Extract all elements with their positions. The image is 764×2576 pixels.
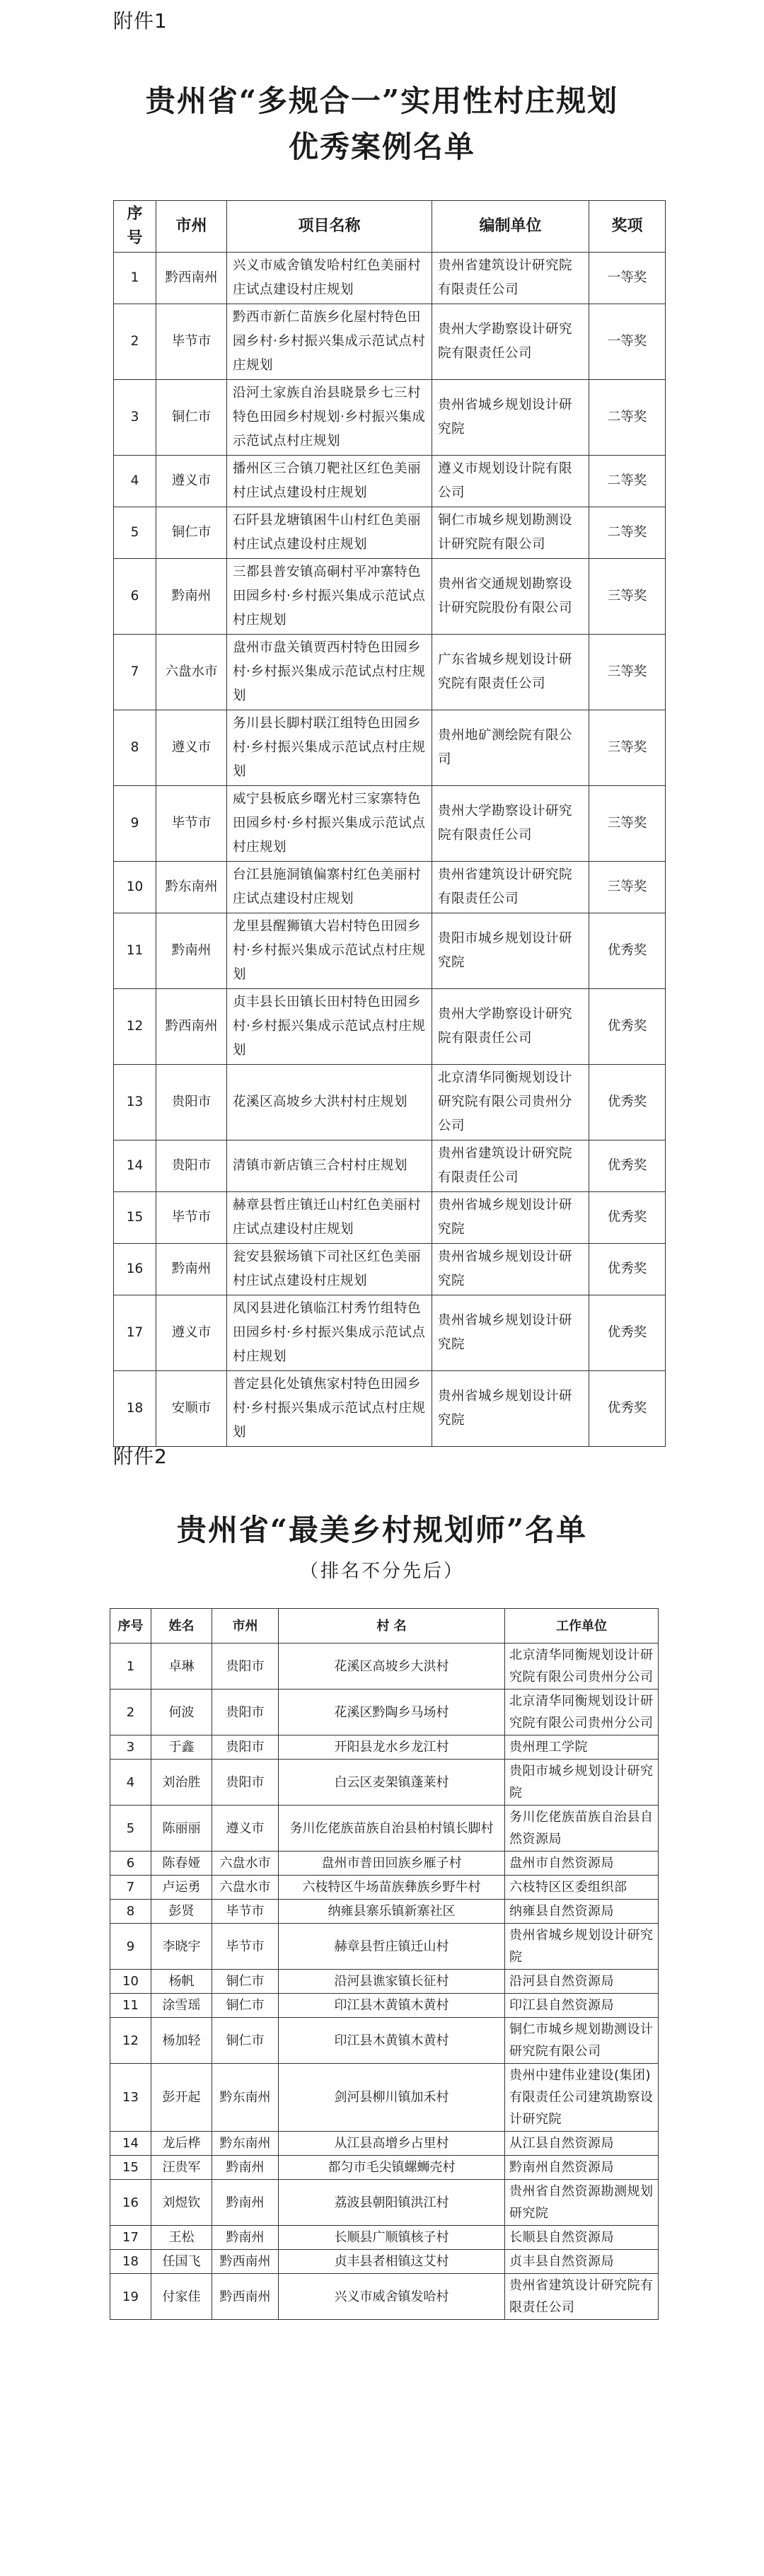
table-cell: 8 (114, 710, 156, 786)
table-cell: 铜仁市城乡规划勘测设计研究院有限公司 (432, 507, 589, 559)
table-cell: 播州区三合镇刀靶社区红色美丽村庄试点建设村庄规划 (227, 456, 432, 507)
table-cell: 陈春娅 (151, 1852, 212, 1876)
table-cell: 彭开起 (151, 2064, 212, 2132)
table-cell: 遵义市 (212, 1806, 279, 1852)
table-row (110, 1806, 659, 1852)
annex2-subtitle: （排名不分先后） (299, 1561, 464, 1582)
table-cell: 铜仁市城乡规划勘测设计研究院有限公司 (505, 2018, 659, 2064)
table-cell: 贞丰县长田镇长田村特色田园乡村·乡村振兴集成示范试点村庄规划 (227, 989, 432, 1065)
table-cell: 贵州理工学院 (505, 1735, 659, 1760)
annex2-title: 贵州省“最美乡村规划师”名单 (176, 1513, 588, 1547)
table-cell: 北京清华同衡规划设计研究院有限公司贵州分公司 (432, 1065, 589, 1140)
table-cell: 4 (114, 456, 156, 507)
table-cell: 黔西南州 (156, 989, 227, 1065)
table-cell: 黔西南州 (156, 253, 227, 304)
annex1-title-line1: 贵州省“多规合一”实用性村庄规划 (145, 83, 619, 118)
table-cell: 从江县高增乡占里村 (279, 2132, 505, 2156)
table-cell: 印江县木黄镇木黄村 (279, 1994, 505, 2018)
table-cell: 台江县施洞镇偏寨村红色美丽村庄试点建设村庄规划 (227, 862, 432, 913)
table-cell: 开阳县龙水乡龙江村 (279, 1735, 505, 1760)
table-cell: 优秀奖 (589, 1192, 666, 1244)
award-table (113, 200, 666, 1447)
table-cell: 北京清华同衡规划设计研究院有限公司贵州分公司 (505, 1690, 659, 1735)
table-cell: 贞丰县自然资源局 (505, 2250, 659, 2274)
table-cell: 14 (110, 2132, 151, 2156)
table-cell: 凤冈县进化镇临江村秀竹组特色田园乡村·乡村振兴集成示范试点村庄规划 (227, 1295, 432, 1371)
table-cell: 贵州省建筑设计研究院有限责任公司 (432, 862, 589, 913)
planner-table (110, 1608, 659, 2320)
table-cell: 17 (110, 2226, 151, 2250)
table-cell: 4 (110, 1760, 151, 1806)
table-cell: 盘州市普田回族乡雁子村 (279, 1852, 505, 1876)
header-cell: 工作单位 (505, 1609, 659, 1644)
table-cell: 白云区麦架镇蓬莱村 (279, 1760, 505, 1806)
table-cell: 10 (114, 862, 156, 913)
table-row (110, 1994, 659, 2018)
header-cell: 村 名 (279, 1609, 505, 1644)
table-cell: 铜仁市 (156, 507, 227, 559)
table-cell: 贵州地矿测绘院有限公司 (432, 710, 589, 786)
table-row (114, 253, 666, 304)
table-cell: 15 (110, 2156, 151, 2180)
table-row (110, 2226, 659, 2250)
table-cell: 12 (110, 2018, 151, 2064)
table-cell: 北京清华同衡规划设计研究院有限公司贵州分公司 (505, 1644, 659, 1690)
table-row (114, 1244, 666, 1295)
table-cell: 于鑫 (151, 1735, 212, 1760)
table-cell: 遵义市 (156, 456, 227, 507)
table-row (110, 1690, 659, 1735)
header-cell: 项目名称 (227, 201, 432, 253)
table-cell: 铜仁市 (156, 380, 227, 456)
table-cell: 3 (110, 1735, 151, 1760)
table-cell: 杨帆 (151, 1970, 212, 1994)
table-cell: 19 (110, 2274, 151, 2320)
table-cell: 龙后桦 (151, 2132, 212, 2156)
table-cell: 三等奖 (589, 710, 666, 786)
table-cell: 黔南州 (156, 559, 227, 635)
table-cell: 16 (114, 1244, 156, 1295)
table-cell: 1 (110, 1644, 151, 1690)
table-cell: 优秀奖 (589, 1295, 666, 1371)
table-row (110, 1876, 659, 1900)
table-cell: 18 (114, 1371, 156, 1447)
header-cell: 编制单位 (432, 201, 589, 253)
table-cell: 龙里县醒狮镇大岩村特色田园乡村·乡村振兴集成示范试点村庄规划 (227, 913, 432, 989)
table-cell: 王松 (151, 2226, 212, 2250)
table-cell: 涂雪瑶 (151, 1994, 212, 2018)
table-header-row (110, 1609, 659, 1644)
table-cell: 花溪区高坡乡大洪村村庄规划 (227, 1065, 432, 1140)
table-cell: 毕节市 (212, 1900, 279, 1924)
table-cell: 李晓宇 (151, 1924, 212, 1970)
table-cell: 铜仁市 (212, 1994, 279, 2018)
table-row (114, 380, 666, 456)
table-row (110, 1852, 659, 1876)
table-row (114, 862, 666, 913)
table-cell: 优秀奖 (589, 1244, 666, 1295)
table-row (110, 1970, 659, 1994)
table-cell: 毕节市 (156, 304, 227, 380)
table-cell: 黔南州自然资源局 (505, 2156, 659, 2180)
table-cell: 贵阳市 (156, 1065, 227, 1140)
table-cell: 10 (110, 1970, 151, 1994)
table-cell: 贵州省城乡规划设计研究院 (432, 1244, 589, 1295)
table-row (110, 2018, 659, 2064)
table-cell: 优秀奖 (589, 989, 666, 1065)
table-row (110, 2250, 659, 2274)
table-row (114, 507, 666, 559)
table-cell: 9 (110, 1924, 151, 1970)
table-cell: 彭贤 (151, 1900, 212, 1924)
table-cell: 11 (114, 913, 156, 989)
table-row (110, 2274, 659, 2320)
table-row (110, 2180, 659, 2226)
table-cell: 6 (114, 559, 156, 635)
table-row (110, 2132, 659, 2156)
table-cell: 贵州省交通规划勘察设计研究院股份有限公司 (432, 559, 589, 635)
table-header-row (114, 201, 666, 253)
table-cell: 纳雍县寨乐镇新寨社区 (279, 1900, 505, 1924)
table-cell: 黔东南州 (212, 2132, 279, 2156)
table-cell: 从江县自然资源局 (505, 2132, 659, 2156)
table-cell: 贵州省城乡规划设计研究院 (432, 1295, 589, 1371)
header-cell: 序号 (114, 201, 156, 253)
table-cell: 杨加轻 (151, 2018, 212, 2064)
table-cell: 毕节市 (156, 786, 227, 862)
table-cell: 6 (110, 1852, 151, 1876)
table-cell: 13 (110, 2064, 151, 2132)
table-cell: 卓琳 (151, 1644, 212, 1690)
table-row (114, 1065, 666, 1140)
table-cell: 盘州市盘关镇贾西村特色田园乡村·乡村振兴集成示范试点村庄规划 (227, 635, 432, 710)
table-cell: 14 (114, 1140, 156, 1192)
table-cell: 贵阳市 (212, 1735, 279, 1760)
table-cell: 六盘水市 (212, 1876, 279, 1900)
table-cell: 赫章县哲庄镇迁山村红色美丽村庄试点建设村庄规划 (227, 1192, 432, 1244)
table-cell: 沿河土家族自治县晓景乡七三村特色田园乡村规划·乡村振兴集成示范试点村庄规划 (227, 380, 432, 456)
table-cell: 花溪区高坡乡大洪村 (279, 1644, 505, 1690)
table-cell: 六枝特区牛场苗族彝族乡野牛村 (279, 1876, 505, 1900)
table-row (114, 1140, 666, 1192)
table-cell: 务川县长脚村联江组特色田园乡村·乡村振兴集成示范试点村庄规划 (227, 710, 432, 786)
table-row (110, 1900, 659, 1924)
table-cell: 18 (110, 2250, 151, 2274)
table-cell: 贵州省城乡规划设计研究院 (432, 380, 589, 456)
table-cell: 铜仁市 (212, 2018, 279, 2064)
table-cell: 瓮安县猴场镇下司社区红色美丽村庄试点建设村庄规划 (227, 1244, 432, 1295)
table-cell: 黔南州 (156, 1244, 227, 1295)
table-row (114, 304, 666, 380)
table-cell: 任国飞 (151, 2250, 212, 2274)
table-cell: 威宁县板底乡曙光村三家寨特色田园乡村·乡村振兴集成示范试点村庄规划 (227, 786, 432, 862)
table-cell: 汪贵军 (151, 2156, 212, 2180)
table-cell: 毕节市 (212, 1924, 279, 1970)
table-row (114, 913, 666, 989)
table-cell: 印江县自然资源局 (505, 1994, 659, 2018)
table-cell: 广东省城乡规划设计研究院有限责任公司 (432, 635, 589, 710)
table-row (114, 710, 666, 786)
table-cell: 8 (110, 1900, 151, 1924)
table-cell: 贵州大学勘察设计研究院有限责任公司 (432, 304, 589, 380)
table-cell: 务川仡佬族苗族自治县自然资源局 (505, 1806, 659, 1852)
table-cell: 安顺市 (156, 1371, 227, 1447)
table-cell: 黔西南州 (212, 2250, 279, 2274)
table-cell: 三等奖 (589, 862, 666, 913)
table-cell: 三等奖 (589, 786, 666, 862)
table-cell: 12 (114, 989, 156, 1065)
table-cell: 3 (114, 380, 156, 456)
table-cell: 贵阳市 (212, 1690, 279, 1735)
table-cell: 黔西南州 (212, 2274, 279, 2320)
table-cell: 贵阳市城乡规划设计研究院 (432, 913, 589, 989)
table-cell: 花溪区黔陶乡马场村 (279, 1690, 505, 1735)
table-row (114, 1295, 666, 1371)
table-cell: 17 (114, 1295, 156, 1371)
table-cell: 一等奖 (589, 304, 666, 380)
table-cell: 贵阳市城乡规划设计研究院 (505, 1760, 659, 1806)
table-cell: 盘州市自然资源局 (505, 1852, 659, 1876)
table-cell: 贵州省城乡规划设计研究院 (505, 1924, 659, 1970)
table-cell: 务川仡佬族苗族自治县柏村镇长脚村 (279, 1806, 505, 1852)
table-cell: 贵州省城乡规划设计研究院 (432, 1192, 589, 1244)
table-row (110, 2064, 659, 2132)
table-cell: 刘治胜 (151, 1760, 212, 1806)
table-cell: 遵义市 (156, 1295, 227, 1371)
annex1-title-line2: 优秀案例名单 (288, 129, 475, 164)
table-cell: 贵州大学勘察设计研究院有限责任公司 (432, 989, 589, 1065)
table-cell: 黔南州 (212, 2156, 279, 2180)
header-cell: 序号 (110, 1609, 151, 1644)
table-cell: 沿河县谯家镇长征村 (279, 1970, 505, 1994)
table-row (114, 1192, 666, 1244)
table-cell: 付家佳 (151, 2274, 212, 2320)
table-cell: 9 (114, 786, 156, 862)
table-cell: 毕节市 (156, 1192, 227, 1244)
table-cell: 六盘水市 (212, 1852, 279, 1876)
table-cell: 沿河县自然资源局 (505, 1970, 659, 1994)
table-cell: 11 (110, 1994, 151, 2018)
table-cell: 优秀奖 (589, 913, 666, 989)
table-cell: 7 (114, 635, 156, 710)
table-cell: 黔西市新仁苗族乡化屋村特色田园乡村·乡村振兴集成示范试点村庄规划 (227, 304, 432, 380)
table-cell: 长顺县自然资源局 (505, 2226, 659, 2250)
table-cell: 兴义市威舍镇发哈村 (279, 2274, 505, 2320)
header-cell: 姓名 (151, 1609, 212, 1644)
table-cell: 13 (114, 1065, 156, 1140)
table-cell: 遵义市 (156, 710, 227, 786)
table-row (114, 786, 666, 862)
table-cell: 铜仁市 (212, 1970, 279, 1994)
table-cell: 贵州大学勘察设计研究院有限责任公司 (432, 786, 589, 862)
table-cell: 六盘水市 (156, 635, 227, 710)
table-row (110, 1735, 659, 1760)
table-cell: 卢运勇 (151, 1876, 212, 1900)
table-row (114, 989, 666, 1065)
table-row (114, 559, 666, 635)
table-cell: 赫章县哲庄镇迁山村 (279, 1924, 505, 1970)
table-row (114, 456, 666, 507)
table-cell: 7 (110, 1876, 151, 1900)
table-cell: 二等奖 (589, 380, 666, 456)
table-row (114, 635, 666, 710)
table-cell: 一等奖 (589, 253, 666, 304)
table-cell: 黔东南州 (212, 2064, 279, 2132)
table-cell: 贵州中建伟业建设(集团)有限责任公司建筑勘察设计研究院 (505, 2064, 659, 2132)
table-cell: 黔东南州 (156, 862, 227, 913)
table-row (110, 1760, 659, 1806)
table-row (110, 1644, 659, 1690)
table-row (110, 1924, 659, 1970)
table-cell: 纳雍县自然资源局 (505, 1900, 659, 1924)
table-cell: 优秀奖 (589, 1140, 666, 1192)
table-cell: 印江县木黄镇木黄村 (279, 2018, 505, 2064)
table-cell: 陈丽丽 (151, 1806, 212, 1852)
table-cell: 贵州省建筑设计研究院有限责任公司 (432, 253, 589, 304)
table-row (110, 2156, 659, 2180)
annex2-label: 附件2 (113, 1445, 168, 1468)
table-cell: 1 (114, 253, 156, 304)
table-cell: 贵州省自然资源勘测规划研究院 (505, 2180, 659, 2226)
table-cell: 三等奖 (589, 559, 666, 635)
table-cell: 何波 (151, 1690, 212, 1735)
table-cell: 长顺县广顺镇核子村 (279, 2226, 505, 2250)
table-cell: 优秀奖 (589, 1371, 666, 1447)
header-cell: 市州 (156, 201, 227, 253)
table-cell: 二等奖 (589, 507, 666, 559)
table-cell: 16 (110, 2180, 151, 2226)
header-cell: 市州 (212, 1609, 279, 1644)
table-cell: 剑河县柳川镇加禾村 (279, 2064, 505, 2132)
table-cell: 清镇市新店镇三合村村庄规划 (227, 1140, 432, 1192)
table-cell: 贵阳市 (156, 1140, 227, 1192)
header-cell: 奖项 (589, 201, 666, 253)
table-cell: 贵州省建筑设计研究院有限责任公司 (432, 1140, 589, 1192)
table-cell: 2 (114, 304, 156, 380)
table-cell: 二等奖 (589, 456, 666, 507)
table-cell: 贵州省城乡规划设计研究院 (432, 1371, 589, 1447)
table-cell: 兴义市威舍镇发哈村红色美丽村庄试点建设村庄规划 (227, 253, 432, 304)
table-cell: 15 (114, 1192, 156, 1244)
table-cell: 黔南州 (212, 2180, 279, 2226)
table-row (114, 1371, 666, 1447)
table-cell: 普定县化处镇焦家村特色田园乡村·乡村振兴集成示范试点村庄规划 (227, 1371, 432, 1447)
table-cell: 贵阳市 (212, 1644, 279, 1690)
table-cell: 贞丰县者相镇这艾村 (279, 2250, 505, 2274)
table-cell: 优秀奖 (589, 1065, 666, 1140)
table-cell: 5 (114, 507, 156, 559)
table-cell: 贵阳市 (212, 1760, 279, 1806)
table-cell: 刘煜钦 (151, 2180, 212, 2226)
table-cell: 三等奖 (589, 635, 666, 710)
table-cell: 5 (110, 1806, 151, 1852)
table-cell: 黔南州 (156, 913, 227, 989)
table-cell: 六枝特区区委组织部 (505, 1876, 659, 1900)
table-cell: 遵义市规划设计院有限公司 (432, 456, 589, 507)
table-cell: 2 (110, 1690, 151, 1735)
table-cell: 都匀市毛尖镇螺蛳壳村 (279, 2156, 505, 2180)
annex1-label: 附件1 (113, 9, 168, 33)
table-cell: 荔波县朝阳镇洪江村 (279, 2180, 505, 2226)
table-cell: 贵州省建筑设计研究院有限责任公司 (505, 2274, 659, 2320)
table-cell: 石阡县龙塘镇困牛山村红色美丽村庄试点建设村庄规划 (227, 507, 432, 559)
table-cell: 黔南州 (212, 2226, 279, 2250)
table-cell: 三都县普安镇高硐村平冲寨特色田园乡村·乡村振兴集成示范试点村庄规划 (227, 559, 432, 635)
